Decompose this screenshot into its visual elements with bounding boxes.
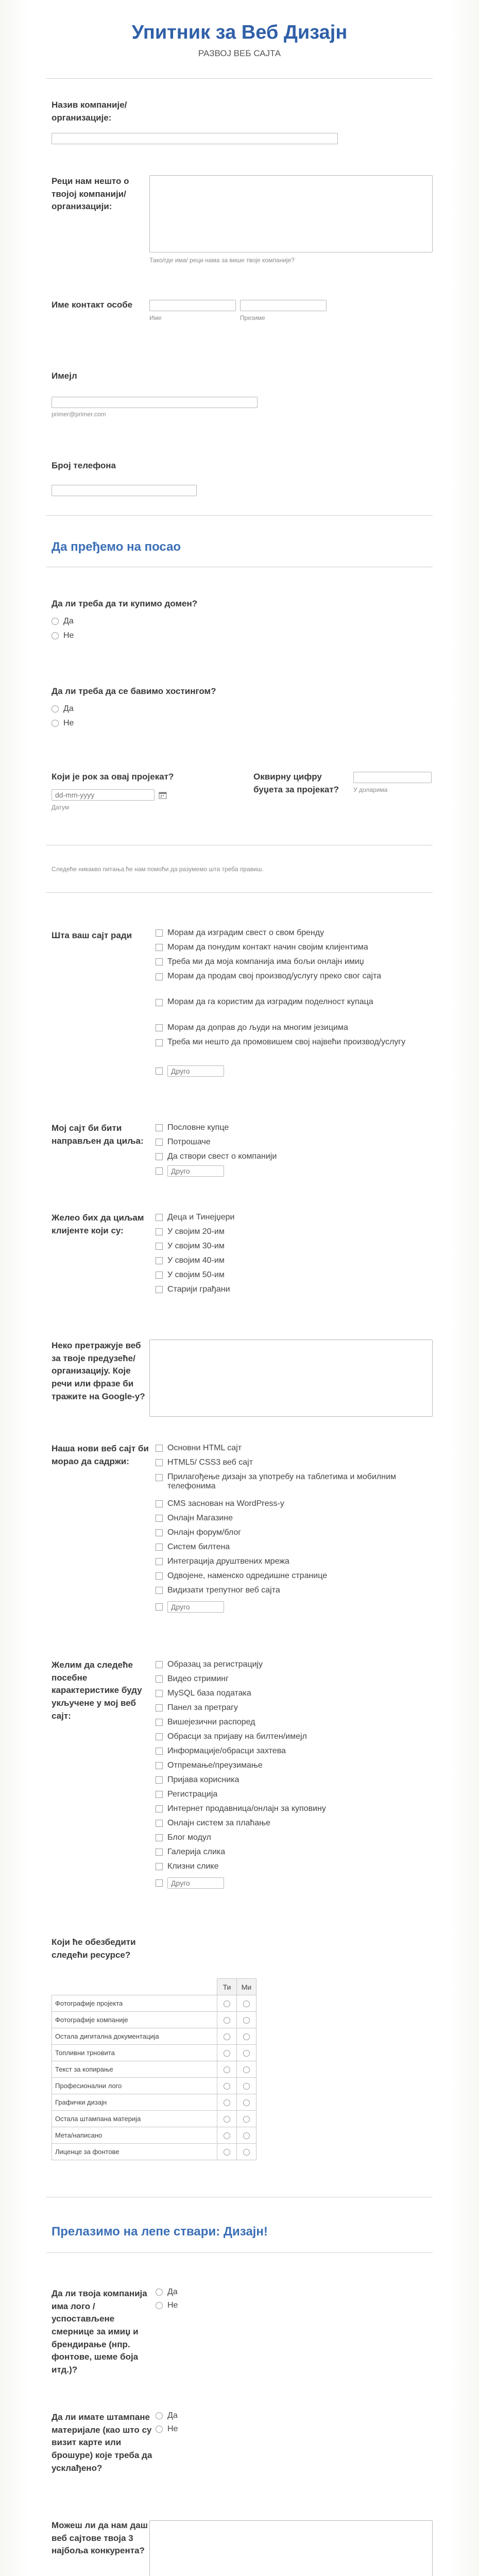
site-purpose-option[interactable]: Морам да га користим да изградим поделност купаца xyxy=(156,997,434,1007)
resources-cell[interactable] xyxy=(237,2144,256,2160)
hosting-option-no[interactable]: Не xyxy=(52,719,74,728)
resources-cell[interactable] xyxy=(217,2127,237,2144)
site-purpose-option[interactable]: Морам да доправ до људи на многим језицима xyxy=(156,1023,348,1032)
target-age-option[interactable]: У својим 20-им xyxy=(156,1227,225,1236)
phone-input[interactable] xyxy=(52,485,197,496)
target-age-option[interactable]: У својим 40-им xyxy=(156,1256,225,1265)
resources-row xyxy=(52,2144,256,2160)
logo-question-label: Да ли твоја компанија има лого / успостављене смернице за имиџ и брендирање (нпр. фонтове, шеме боја итд.)? xyxy=(52,2289,147,2375)
last-name-sub: Презиме xyxy=(240,314,265,321)
resources-cell[interactable] xyxy=(237,2045,256,2061)
divider xyxy=(46,78,433,79)
site-purpose-other[interactable] xyxy=(156,1065,224,1077)
site-features-option[interactable]: Систем билтена xyxy=(156,1543,230,1552)
intro-note: Следеће никакво питања ће нам помоћи да разумемо шта треба правиш. xyxy=(52,866,264,873)
hosting-option-yes[interactable]: Да xyxy=(52,704,74,714)
deadline-label: Који је рок за овај пројекат? xyxy=(52,772,174,782)
resources-cell[interactable] xyxy=(237,2127,256,2144)
target-age-option[interactable]: У својим 50-им xyxy=(156,1270,225,1280)
resources-cell[interactable] xyxy=(217,2012,237,2028)
resources-row xyxy=(52,2012,256,2028)
site-purpose-option[interactable]: Морам да продам свој производ/услугу преко свог сајта xyxy=(156,972,434,981)
email-input[interactable] xyxy=(52,397,258,408)
special-features-option[interactable]: Вишејезични распоред xyxy=(156,1718,255,1727)
domain-option-no[interactable]: Не xyxy=(52,631,74,640)
special-features-option[interactable]: Отпремање/преузимање xyxy=(156,1761,263,1770)
form-subtitle: РАЗВОЈ ВЕБ САЈТА xyxy=(198,48,281,58)
first-name-input[interactable] xyxy=(149,300,236,311)
resources-cell[interactable] xyxy=(217,2094,237,2111)
special-features-option[interactable]: Информације/обрасци захтева xyxy=(156,1747,286,1756)
resources-matrix xyxy=(52,1978,256,2160)
print-question-label: Да ли имате штампане материјале (као што су визит карте или брошуре) које треба да усклађено? xyxy=(52,2412,152,2473)
resources-row-label: Текст за копирање xyxy=(52,2061,217,2078)
resources-row-label: Остала штампана материја xyxy=(52,2111,217,2127)
site-purpose-option[interactable]: Морам да понудим контакт начин својим клијентима xyxy=(156,943,368,952)
last-name-input[interactable] xyxy=(240,300,327,311)
company-about-textarea[interactable] xyxy=(149,175,433,252)
special-features-option[interactable]: Онлајн систем за плаћање xyxy=(156,1819,270,1828)
resources-cell[interactable] xyxy=(217,2061,237,2078)
phone-label: Број телефона xyxy=(52,461,116,470)
form-title: Упитник за Веб Дизајн xyxy=(131,22,348,43)
resources-row-label: Остала дигитална документација xyxy=(52,2028,217,2045)
resources-cell[interactable] xyxy=(237,2012,256,2028)
special-features-option[interactable]: Клизни слике xyxy=(156,1862,219,1871)
domain-question-label: Да ли треба да ти купимо домен? xyxy=(52,599,198,608)
company-name-input[interactable] xyxy=(52,133,338,144)
resources-cell[interactable] xyxy=(237,2111,256,2127)
resources-cell[interactable] xyxy=(217,2028,237,2045)
resources-row-label: Топливни трновита xyxy=(52,2045,217,2061)
site-features-option[interactable]: Онлајн Магазине xyxy=(156,1514,233,1523)
divider xyxy=(46,515,433,516)
site-features-option[interactable]: Прилагођење дизајн за употребу на таблетима и мобилним телефонима xyxy=(156,1472,413,1491)
resources-cell[interactable] xyxy=(217,2078,237,2094)
site-features-option[interactable]: Интеграција друштвених мрежа xyxy=(156,1557,289,1566)
target-age-option[interactable]: У својим 30-им xyxy=(156,1242,225,1251)
keywords-label: Неко претражује веб за твоје предузеће/ организацију. Које речи или фразе би тражите на Google-у? xyxy=(52,1341,145,1401)
email-sub: primer@primer.com xyxy=(52,411,106,418)
special-features-option[interactable]: Блог модул xyxy=(156,1833,211,1842)
resources-row-label: Фотографије пројекта xyxy=(52,1995,217,2012)
resources-row xyxy=(52,1995,256,2012)
site-features-option[interactable]: Одвојене, наменско одредишне странице xyxy=(156,1571,327,1581)
site-features-option[interactable]: HTML5/ CSS3 веб сајт xyxy=(156,1458,253,1467)
resources-row-label: Графички дизајн xyxy=(52,2094,217,2111)
resources-cell[interactable] xyxy=(237,2061,256,2078)
site-features-other-input[interactable] xyxy=(167,1601,224,1613)
resources-col-you: Ти xyxy=(217,1979,237,1995)
divider xyxy=(46,892,433,893)
site-purpose-option[interactable]: Треба ми нешто да промовишем свој највећи производ/услугу xyxy=(156,1038,434,1047)
logo-option-no[interactable]: Не xyxy=(156,2301,178,2310)
resources-row xyxy=(52,2078,256,2094)
site-purpose-option[interactable]: Треба ми да моја компанија има бољи онлајн имиџ xyxy=(156,957,364,967)
deadline-date-input[interactable] xyxy=(52,789,155,801)
resources-row xyxy=(52,2127,256,2144)
special-features-label: Желим да следеће посебне карактеристике буду укључене у мој веб сајт: xyxy=(52,1660,142,1721)
special-features-option[interactable]: Приjава корисника xyxy=(156,1775,239,1785)
resources-row-label: Професионални лого xyxy=(52,2078,217,2094)
resources-label: Који ће обезбедити следећи ресурсе? xyxy=(52,1937,136,1960)
deadline-sub: Датум xyxy=(52,804,70,811)
target-age-option[interactable]: Старији грађани xyxy=(156,1285,230,1294)
site-goal-option[interactable]: Потрошаче xyxy=(156,1138,211,1147)
site-purpose-other-input[interactable] xyxy=(167,1065,224,1077)
special-features-option[interactable]: Обрасци за пријаву на билтен/имејл xyxy=(156,1732,307,1741)
resources-header-row xyxy=(52,1979,256,1995)
resources-cell[interactable] xyxy=(237,2094,256,2111)
resources-cell[interactable] xyxy=(217,2111,237,2127)
target-age-label: Желео бих да циљам клијенте који су: xyxy=(52,1213,144,1235)
site-purpose-label: Шта ваш сајт ради xyxy=(52,930,132,940)
email-label: Имејл xyxy=(52,371,77,381)
special-features-option[interactable]: Регистрација xyxy=(156,1790,217,1799)
resources-corner xyxy=(52,1979,217,1995)
calendar-icon[interactable] xyxy=(159,791,167,799)
competitors-label: Можеш ли да нам даш веб сајтове твоја 3 најбоља конкурента? xyxy=(52,2520,148,2556)
special-features-other-input[interactable] xyxy=(167,1877,224,1889)
competitors-textarea[interactable] xyxy=(149,2520,433,2576)
resources-row-label: Лиценце за фонтове xyxy=(52,2144,217,2160)
special-features-option[interactable]: Видео стриминг xyxy=(156,1674,229,1684)
resources-cell[interactable] xyxy=(217,1995,237,2012)
hosting-question-label: Да ли треба да се бавимо хостингом? xyxy=(52,686,216,696)
resources-row xyxy=(52,2111,256,2127)
budget-input[interactable] xyxy=(353,772,432,783)
keywords-textarea[interactable] xyxy=(149,1340,433,1417)
first-name-sub: Име xyxy=(149,314,162,321)
site-goal-option[interactable]: Пословне купце xyxy=(156,1123,229,1132)
site-goal-other[interactable] xyxy=(156,1165,224,1177)
company-about-hint: Тако/где има/ реци нама за више твоје компаније? xyxy=(149,257,295,264)
budget-label: Оквирну цифру буџета за пројекат? xyxy=(253,772,339,794)
print-option-yes[interactable]: Да xyxy=(156,2411,178,2420)
resources-cell[interactable] xyxy=(217,2045,237,2061)
resources-row xyxy=(52,2028,256,2045)
resources-row-label: Фотографије компаније xyxy=(52,2012,217,2028)
divider xyxy=(46,2252,433,2253)
company-name-label: Назив компаније/ организације: xyxy=(52,100,127,123)
resources-cell[interactable] xyxy=(237,1995,256,2012)
site-goal-option[interactable]: Да створи свест о компанији xyxy=(156,1152,277,1161)
domain-option-yes[interactable]: Да xyxy=(52,617,74,626)
print-option-no[interactable]: Не xyxy=(156,2425,178,2434)
budget-sub: У доларима xyxy=(353,786,388,793)
section-title-design: Прелазимо на лепе ствари: Дизајн! xyxy=(52,2225,268,2239)
resources-row xyxy=(52,2045,256,2061)
site-goal-label: Мој сајт би бити направљен да циља: xyxy=(52,1123,144,1146)
site-features-option[interactable]: Онлајн форум/блог xyxy=(156,1528,241,1537)
site-features-other[interactable] xyxy=(156,1601,224,1613)
site-features-option[interactable]: Основни HTML сајт xyxy=(156,1444,242,1453)
special-features-option[interactable]: Образац за регистрацију xyxy=(156,1660,263,1669)
site-purpose-option[interactable]: Морам да изградим свест о свом бренду xyxy=(156,928,324,938)
resources-row xyxy=(52,2061,256,2078)
resources-cell[interactable] xyxy=(237,2028,256,2045)
site-features-option[interactable]: Видизати трепутног веб сајта xyxy=(156,1586,280,1595)
special-features-option[interactable]: Интернет продавница/онлајн за куповину xyxy=(156,1804,326,1814)
resources-row-label: Мета/написано xyxy=(52,2127,217,2144)
site-goal-other-input[interactable] xyxy=(167,1165,224,1177)
logo-option-yes[interactable]: Да xyxy=(156,2287,178,2297)
contact-label: Име контакт особе xyxy=(52,300,133,310)
company-about-label: Реци нам нешто о твојој компанији/ организацији: xyxy=(52,176,129,212)
special-features-option[interactable]: Панел за претрагу xyxy=(156,1703,238,1713)
special-features-option[interactable]: Галерија слика xyxy=(156,1848,225,1857)
site-features-label: Наша нови веб сајт би морао да садржи: xyxy=(52,1444,149,1466)
special-features-other[interactable] xyxy=(156,1877,224,1889)
special-features-option[interactable]: MySQL база података xyxy=(156,1689,251,1698)
resources-row xyxy=(52,2094,256,2111)
section-title-business: Да пређемо на посао xyxy=(52,540,181,554)
resources-cell[interactable] xyxy=(217,2144,237,2160)
site-features-option[interactable]: CMS заснован на WordPress-у xyxy=(156,1499,284,1509)
resources-cell[interactable] xyxy=(237,2078,256,2094)
target-age-option[interactable]: Деца и Тинејџери xyxy=(156,1213,235,1222)
resources-col-us: Ми xyxy=(237,1979,256,1995)
